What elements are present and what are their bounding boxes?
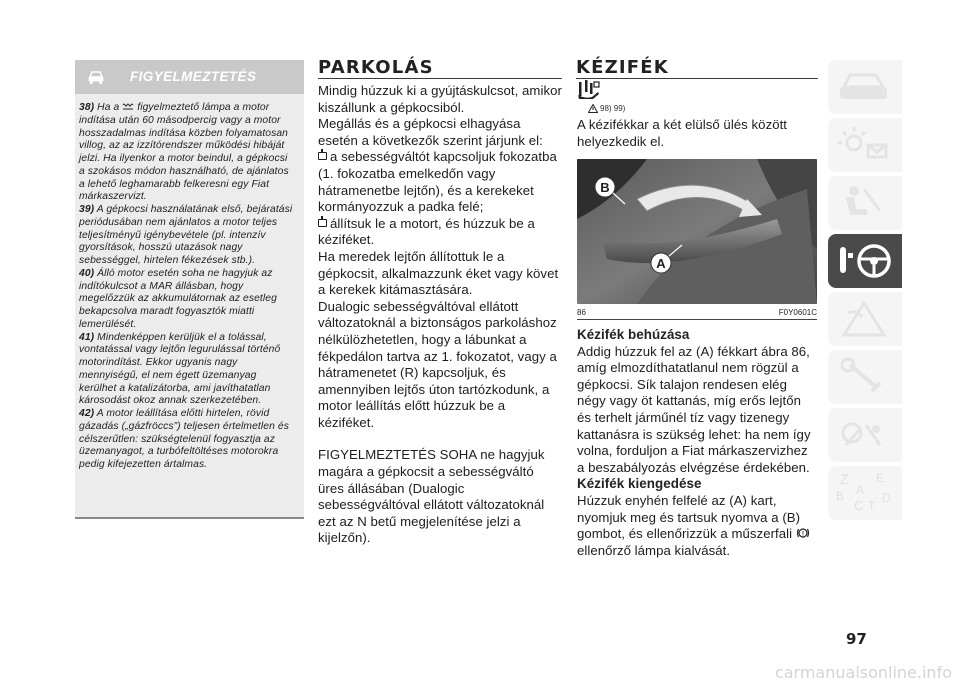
warning-box [75, 60, 304, 519]
tab-technical-data[interactable] [828, 408, 902, 462]
figure-code: F0Y0601C [778, 308, 817, 317]
warning-title: FIGYELMEZTETÉS [130, 69, 257, 84]
warning-item-42: 42) A motor leállítása előtti hirtelen, rövid gázadás („gázfröccs”) teljesen értelmetlen és célszerűtlen: szükségtelenül fogyasztja az üzemanyagot, a turbófeltöltéses motorokra pedig kifejezetten ártalmas. [79, 408, 289, 470]
warning-triangle-small-icon [588, 104, 598, 113]
tools-icon [836, 415, 892, 455]
dashboard-lights-icon [836, 125, 892, 165]
svg-text:!: ! [801, 531, 804, 538]
handbrake-apply-heading: Kézifék behúzása [577, 327, 690, 342]
svg-text:T: T [868, 499, 876, 513]
tab-seat-airbag[interactable] [828, 176, 902, 230]
warning-triangle-icon [836, 299, 892, 339]
bullet-icon [318, 152, 327, 160]
section-rule [576, 78, 818, 79]
car-warning-icon [87, 69, 105, 85]
section-rule [318, 78, 562, 79]
warning-item-41: 41) Mindenképpen kerüljük el a tolással, vontatással vagy lejtőn legurulással történő motorindítást. Ekkor ugyanis nagy mennyiségű, el nem égett üzemanyag kerülhet a katalizátorba, ami javíthatatlan károsodást okoz annak szerkezetében. [79, 331, 281, 407]
footer-watermark[interactable]: carmanualsonline.info [774, 663, 952, 682]
parking-title: PARKOLÁS [318, 57, 434, 78]
figure-rule [577, 319, 817, 320]
handbrake-body [577, 327, 817, 559]
handbrake-release-heading: Kézifék kiengedése [577, 476, 702, 492]
tab-emergency[interactable] [828, 292, 902, 346]
handbrake-apply-text: Addig húzzuk fel az (A) fékkart ábra 86, amíg elmozdíthatatlanul nem rögzül a gépkocsi. Sík talajon rendesen elég négy vagy öt kattanás, míg erős lejtőn és terhelt járműnél tíz vagy tizenegy kattanásra is szükség lehet: ha nem így volna, forduljon a Fiat márkaszervizhez a beszabályozás elvégzése érdekében. [577, 343, 811, 475]
glow-plug-icon [122, 103, 134, 111]
parking-p4: Dualogic sebességváltóval ellátott változatoknál a biztonságos parkoláshoz nélkülözhetetlen, hogy a lábunkat a fékpedálon tartva az 1. fokozatot, vagy a hátramenetet (R) kapcsoljuk, és amennyiben lejtős úton tartózkodunk, a motor leállítás előtt húzzuk be a kéziféket. [318, 298, 557, 430]
seat-airbag-icon [836, 183, 892, 223]
handbrake-title: KÉZIFÉK [576, 57, 669, 78]
warning-refs: 98) 99) [600, 104, 626, 113]
svg-text:Z: Z [840, 471, 849, 487]
tab-car[interactable] [828, 60, 902, 114]
handbrake-illustration [577, 159, 817, 304]
warning-header [75, 60, 304, 94]
svg-text:D: D [882, 491, 891, 505]
handbrake-intro: A kézifékkar a két elülső ülés között helyezkedik el. [577, 117, 788, 149]
svg-text:A: A [856, 483, 865, 497]
steering-key-icon [836, 241, 892, 281]
handbrake-photo [577, 159, 817, 304]
wrench-car-icon [836, 357, 892, 397]
parking-bullet-2: állítsuk le a motort, és húzzuk be a kéziféket. [318, 215, 535, 248]
parking-p1: Mindig húzzuk ki a gyújtáskulcsot, amikor kiszállunk a gépkocsiból. [318, 83, 562, 115]
svg-text:E: E [876, 471, 885, 485]
bullet-icon [318, 219, 327, 227]
handbrake-section [576, 57, 818, 79]
page-number: 97 [846, 630, 867, 648]
svg-text:B: B [600, 180, 610, 195]
warning-item-39: 39) A gépkocsi használatának első, bejáratási periódusában nem ajánlatos a motor teljes teljesítményű igénybevétele (pl. intenzív gyorsítások, hosszú utazások nagy sebességgel, hirtelen fékezések stb.). [79, 204, 293, 266]
car-icon [836, 67, 892, 107]
parking-p2: Megállás és a gépkocsi elhagyása esetén a következők szerint járjunk el: [318, 116, 543, 148]
figure-number: 86 [577, 308, 586, 317]
tab-index[interactable] [828, 466, 902, 520]
tab-starting-driving[interactable] [828, 234, 902, 288]
parking-brake-icon [577, 80, 601, 100]
parking-p5: FIGYELMEZTETÉS SOHA ne hagyjuk magára a gépkocsit a sebességváltó üres állásában (Dualogic sebességváltóval ellátott változatoknál ezt az N betű megjelenítése jelzi a kijelzőn). [318, 447, 545, 546]
index-abc-icon [834, 470, 894, 516]
svg-text:C: C [854, 498, 864, 513]
svg-text:A: A [656, 256, 666, 271]
warning-body [75, 94, 304, 519]
tab-dashboard-lights[interactable] [828, 118, 902, 172]
handbrake-release-text: Húzzuk enyhén felfelé az (A) kart, nyomjuk meg és tartsuk nyomva a (B) gombot, és ellenőrizzük a műszerfali ! ellenőrző lámpa kialvását. [577, 493, 817, 559]
warning-item-38: 38) Ha a figyelmeztető lámpa a motor indítása után 60 másodpercig vagy a motor hosszadalmas indítása közben folyamatosan villog, az az izzítórendszer működési hibáját jelzi. Ha ilyenkor a motor beindul, a gépkocsi a szokásos módon használható, de ajánlatos a lehető leghamarabb felkeresni egy Fiat márkaszervizt. [79, 102, 289, 203]
parking-bullet-1: a sebességváltót kapcsoljuk fokozatba (1. fokozatba emelkedőn vagy hátramenetbe lejtőn), és a kerekeket kormányozzuk a padka felé; [318, 149, 557, 215]
warning-item-40: 40) Álló motor esetén soha ne hagyjuk az indítókulcsot a MAR állásban, hogy megelőzzük az akkumulátornak az esetleg bekapcsolva maradt fogyasztók miatti lemerülését. [79, 267, 277, 330]
parking-section [318, 57, 562, 547]
chapter-sidebar [828, 60, 902, 524]
svg-text:B: B [836, 489, 845, 503]
brake-warning-lamp-icon [796, 527, 810, 539]
parking-p3: Ha meredek lejtőn állítottuk le a gépkocsit, alkalmazzunk éket vagy követ a kerekek kitámasztására. [318, 248, 559, 298]
tab-maintenance[interactable] [828, 350, 902, 404]
parking-text [318, 83, 562, 547]
